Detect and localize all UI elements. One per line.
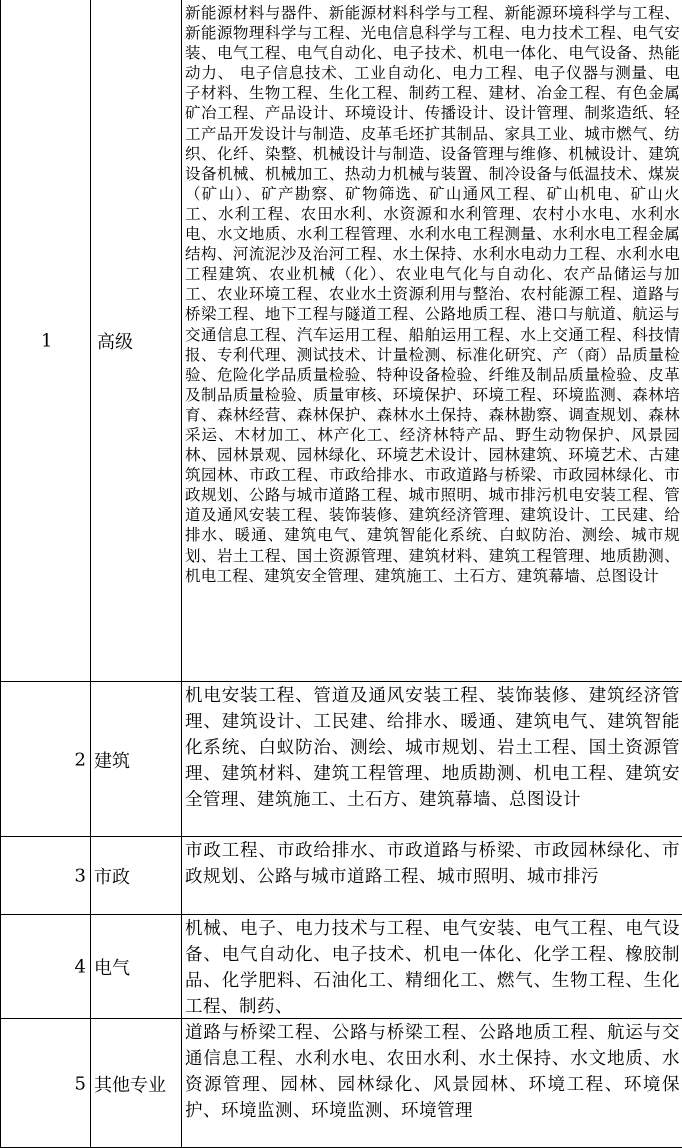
category-cell xyxy=(91,682,182,837)
majors-text: 道路与桥梁工程、公路与桥梁工程、公路地质工程、航运与交通信息工程、水利水电、农田水利、水土保持、水文地质、水资源管理、园林、园林绿化、风景园林、环境工程、环境保护、环境监测、环境监测、环境管理 xyxy=(185,1023,680,1121)
row-number: 3 xyxy=(74,865,86,887)
row-number-cell xyxy=(1,915,91,1019)
category-label: 其他专业 xyxy=(94,1074,166,1096)
table-row xyxy=(0,837,682,915)
row-number: 4 xyxy=(74,956,86,978)
category-cell xyxy=(91,0,182,682)
row-number-cell xyxy=(1,1019,91,1148)
majors-cell xyxy=(182,0,682,682)
table-row xyxy=(0,1019,682,1148)
category-label: 高级 xyxy=(97,332,133,353)
row-number-cell xyxy=(1,0,91,682)
category-label: 建筑 xyxy=(94,750,130,772)
majors-text: 机电安装工程、管道及通风安装工程、装饰装修、建筑经济管理、建筑设计、工民建、给排水、暖通、建筑电气、建筑智能化系统、白蚁防治、测绘、城市规划、岩土工程、国土资源管理、建筑材料、建筑工程管理、地质勘测、机电工程、建筑安全管理、建筑施工、土石方、建筑幕墙、总图设计 xyxy=(185,686,680,810)
row-number: 2 xyxy=(74,749,86,770)
table-row xyxy=(0,682,682,837)
category-cell xyxy=(91,1019,182,1148)
majors-cell xyxy=(182,915,682,1019)
category-cell xyxy=(91,915,182,1019)
majors-text: 市政工程、市政给排水、市政道路与桥梁、市政园林绿化、市政规划、公路与城市道路工程、城市照明、城市排污 xyxy=(185,841,680,887)
row-number-cell xyxy=(1,682,91,837)
table-left-border xyxy=(0,0,1,1148)
row-number-cell xyxy=(1,837,91,915)
category-label: 电气 xyxy=(94,958,130,979)
majors-cell xyxy=(182,1019,682,1148)
majors-cell xyxy=(182,682,682,837)
table-row xyxy=(0,915,682,1019)
category-cell xyxy=(91,837,182,915)
majors-cell xyxy=(182,837,682,915)
majors-text: 机械、电子、电力技术与工程、电气安装、电气工程、电气设备、电气自动化、电子技术、机电一体化、化学工程、橡胶制品、化学肥料、石油化工、精细化工、燃气、生物工程、生化工程、制药、 xyxy=(185,919,680,1017)
category-label: 市政 xyxy=(94,867,130,888)
row-number: 1 xyxy=(41,330,53,352)
row-number: 5 xyxy=(74,1073,86,1094)
majors-text: 新能源材料与器件、新能源材料科学与工程、新能源环境科学与工程、新能源物理科学与工程、光电信息科学与工程、电力技术工程、电气安装、电气工程、电气自动化、电子技术、机电一体化、电气设备、热能动力、 电子信息技术、工业自动化、电力工程、电子仪器与测量、电子材料、生物工程、生化工程、制药工程、建材、冶金工程、有色金属矿冶工程、产品设计、环境设计、传播设计、设计管理、制浆造纸、轻工产品开发设计与制造、皮革毛坯扩其制品、家具工业、城市燃气、纺织、化纤、染整、机械设计与制造、设备管理与维修、机械设计、建筑设备机械、机械加工、热动力机械与装置、制冷设备与低温技术、煤炭（矿山）、矿产勘察、矿物筛选、矿山通风工程、矿山机电、矿山火工、水利工程、农田水利、水资源和水利管理、农村小水电、水利水电、水文地质、水利工程管理、水利水电工程测量、水利水电工程金属结构、河流泥沙及治河工程、水土保持、水利水电动力工程、水利水电工程建筑、农业机械（化）、农业电气化与自动化、农产品储运与加工、农业环境工程、农业水土资源利用与整治、农村能源工程、道路与桥梁工程、地下工程与隧道工程、公路地质工程、港口与航道、航运与交通信息工程、汽车运用工程、船舶运用工程、水上交通工程、科技情报、专利代理、测试技术、计量检测、标准化研究、产（商）品质量检验、危险化学品质量检验、特种设备检验、纤维及制品质量检验、皮革及制品质量检验、质量审核、环境保护、环境工程、环境监测、森林培育、森林经营、森林保护、森林水土保持、森林勘察、调查规划、森林采运、木材加工、林产化工、经济林特产品、野生动物保护、风景园林、园林景观、园林绿化、环境艺术设计、园林建筑、环境艺术、古建筑园林、市政工程、市政给排水、市政道路与桥梁、市政园林绿化、市政规划、公路与城市道路工程、城市照明、城市排污机电安装工程、管道及通风安装工程、装饰装修、建筑经济管理、建筑设计、工民建、给排水、暖通、建筑电气、建筑智能化系统、白蚁防治、测绘、城市规划、岩土工程、国土资源管理、建筑材料、建筑工程管理、地质勘测、机电工程、建筑安全管理、建筑施工、土石方、建筑幕墙、总图设计 xyxy=(185,4,680,585)
